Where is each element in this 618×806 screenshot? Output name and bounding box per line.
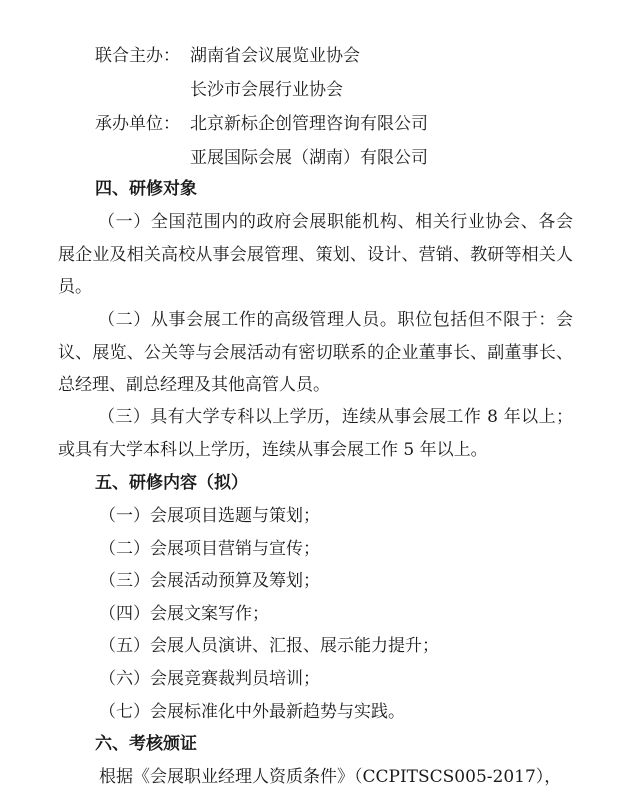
section-4-heading: 四、研修对象 <box>95 179 197 199</box>
undertaker-2: 亚展国际会展（湖南）有限公司 <box>190 148 428 168</box>
co-host-label: 联合主办： <box>95 46 180 66</box>
undertaker-1: 北京新标企创管理咨询有限公司 <box>190 114 428 134</box>
section-5-item-3: （三）会展活动预算及筹划； <box>99 571 320 591</box>
section-4-paragraph-2: （二）从事会展工作的高级管理人员。职位包括但不限于：会议、展览、公关等与会展活动有密切联系的企业董事长、副董事长、总经理、副总经理及其他高管人员。 <box>58 310 573 395</box>
section-5-item-6: （六）会展竞赛裁判员培训； <box>99 669 320 689</box>
section-5-item-1: （一）会展项目选题与策划； <box>99 506 320 526</box>
co-host-2: 长沙市会展行业协会 <box>190 80 343 100</box>
co-host-1: 湖南省会议展览业协会 <box>190 46 360 66</box>
section-6-text: 根据《会展职业经理人资质条件》（CCPITSCS005-2017）， <box>99 767 562 787</box>
section-5-heading: 五、研修内容（拟） <box>95 473 248 493</box>
section-5-item-4: （四）会展文案写作； <box>99 604 269 624</box>
section-5-item-7: （七）会展标准化中外最新趋势与实践。 <box>99 702 405 722</box>
section-6-heading: 六、考核颁证 <box>95 734 197 754</box>
section-5-item-2: （二）会展项目营销与宣传； <box>99 539 320 559</box>
section-5-item-5: （五）会展人员演讲、汇报、展示能力提升； <box>99 636 439 656</box>
undertaker-label: 承办单位： <box>95 114 180 134</box>
section-4-paragraph-1: （一）全国范围内的政府会展职能机构、相关行业协会、各会展企业及相关高校从事会展管理、策划、设计、营销、教研等相关人员。 <box>58 212 573 297</box>
section-4-paragraph-3: （三）具有大学专科以上学历，连续从事会展工作 8 年以上；或具有大学本科以上学历，连续从事会展工作 5 年以上。 <box>58 407 573 460</box>
